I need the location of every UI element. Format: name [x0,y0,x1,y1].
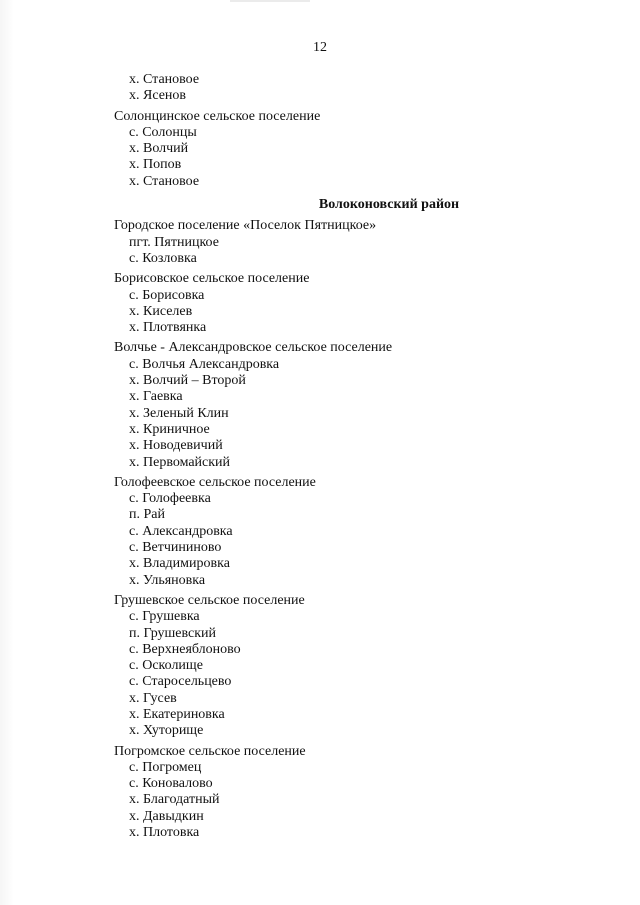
settlement-group-header: Солонцинское сельское поселение [114,108,321,124]
settlement-entry: с. Борисовка [129,287,205,303]
settlement-group-header: Волчье - Александровское сельское поселение [114,340,393,356]
settlement-entry: х. Становое [129,72,200,87]
settlement-entry: с. Солонцы [129,124,197,140]
district-title: Волоконовский район [318,197,460,213]
settlement-entry: п. Грушевский [129,625,217,641]
settlement-entry: п. Рай [129,507,165,523]
settlement-entry: х. Ульяновка [129,572,206,588]
settlement-entry: х. Ясенов [129,88,187,104]
settlement-entry: х. Хуторище [129,723,204,739]
settlement-entry: х. Зеленый Клин [129,405,229,421]
settlement-entry: х. Екатериновка [129,706,225,722]
settlement-entry: х. Гаевка [129,389,183,405]
settlement-group-header: Городское поселение «Поселок Пятницкое» [114,218,377,234]
scan-edge-shadow [0,0,14,905]
settlement-entry: х. Плотовка [129,825,200,841]
settlement-entry: х. Первомайский [129,454,231,470]
settlement-entry: х. Гусев [129,690,177,706]
settlement-entry: с. Голофеевка [129,491,211,507]
settlement-entry: х. Давыдкин [129,808,204,824]
settlement-group-header: Грушевское сельское поселение [114,592,305,608]
settlement-entry: с. Козловка [129,250,197,266]
settlement-entry: х. Плотвянка [129,320,207,336]
scan-top-mark [230,0,310,2]
settlement-entry: пгт. Пятницкое [129,234,219,250]
settlement-entry: х. Киселев [129,303,193,319]
settlement-entry: х. Волчий – Второй [129,373,246,389]
settlement-entry: с. Погромец [129,759,202,775]
settlement-entry: х. Владимировка [129,556,230,572]
settlement-entry: с. Грушевка [129,609,200,625]
settlement-entry: х. Криничное [129,421,210,437]
settlement-entry: с. Коновалово [129,776,213,792]
settlement-entry: х. Новодевичий [129,438,223,454]
settlement-entry: х. Попов [129,157,182,173]
settlement-group-header: Голофеевское сельское поселение [114,474,316,490]
settlement-group-header: Погромское сельское поселение [114,743,306,759]
settlement-entry: с. Верхнеяблоново [129,641,241,657]
settlement-entry: с. Александровка [129,523,233,539]
settlement-list [114,72,584,841]
settlement-entry: с. Осколище [129,658,203,674]
settlement-entry: х. Становое [129,173,200,189]
settlement-group-header: Борисовское сельское поселение [114,271,310,287]
settlement-entry: с. Ветчининово [129,540,222,556]
settlement-entry: с. Волчья Александровка [129,356,280,372]
page-number: 12 [313,40,327,55]
settlement-entry: х. Благодатный [129,792,220,808]
settlement-entry: с. Старосельцево [129,674,232,690]
settlement-entry: х. Волчий [129,141,189,157]
